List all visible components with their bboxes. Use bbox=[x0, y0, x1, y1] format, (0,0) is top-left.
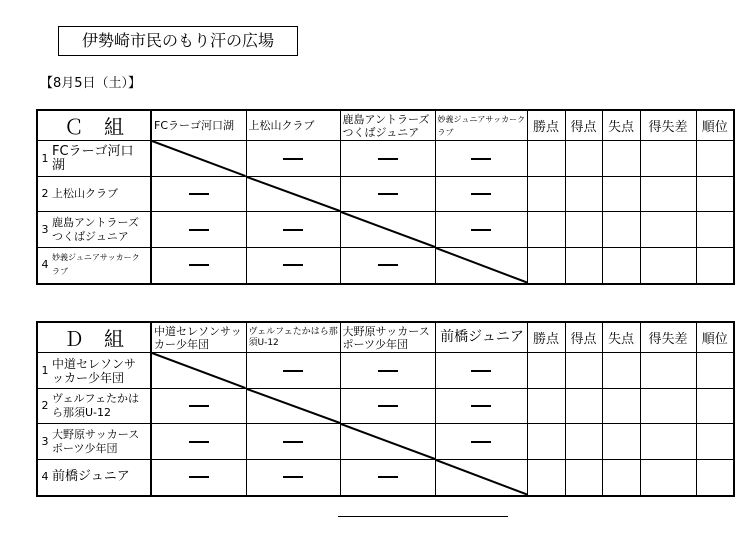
stat-cell bbox=[640, 389, 696, 424]
stat-cell bbox=[565, 248, 602, 284]
team-number: 1 bbox=[41, 151, 49, 165]
stat-cell bbox=[527, 177, 565, 212]
result-dash bbox=[471, 229, 491, 231]
result-cell bbox=[435, 212, 527, 248]
result-cell bbox=[246, 212, 340, 248]
col-head-goals-for: 得点 bbox=[565, 322, 602, 353]
result-cell bbox=[151, 424, 246, 460]
result-cell bbox=[435, 424, 527, 460]
result-cell bbox=[246, 353, 340, 389]
col-head-team-1: FCラーゴ河口湖 bbox=[151, 110, 246, 141]
self-match-cell bbox=[340, 212, 435, 248]
stat-cell bbox=[527, 212, 565, 248]
team-name: 前橋ジュニア bbox=[52, 469, 130, 485]
self-match-cell bbox=[151, 141, 246, 177]
result-dash bbox=[378, 370, 398, 372]
table-row bbox=[37, 177, 734, 212]
table-row bbox=[37, 460, 734, 496]
stat-cell bbox=[565, 460, 602, 496]
diagonal-line bbox=[436, 460, 527, 495]
self-match-cell bbox=[435, 460, 527, 496]
self-match-cell bbox=[340, 424, 435, 460]
stat-cell bbox=[602, 353, 640, 389]
row-team bbox=[37, 460, 151, 496]
stat-cell bbox=[640, 212, 696, 248]
result-cell bbox=[435, 353, 527, 389]
table-row bbox=[37, 353, 734, 389]
stat-cell bbox=[602, 389, 640, 424]
result-dash bbox=[283, 370, 303, 372]
stat-cell bbox=[602, 212, 640, 248]
result-cell bbox=[435, 141, 527, 177]
team-name: 大野原サッカースポーツ少年団 bbox=[52, 427, 140, 455]
stat-cell bbox=[602, 177, 640, 212]
match-date: 【8月5日（土）】 bbox=[40, 76, 142, 91]
stat-cell bbox=[527, 353, 565, 389]
result-dash bbox=[378, 264, 398, 266]
stat-cell bbox=[696, 389, 734, 424]
stat-cell bbox=[565, 177, 602, 212]
team-number: 3 bbox=[41, 434, 49, 448]
diagonal-line bbox=[436, 248, 527, 283]
stat-cell bbox=[565, 389, 602, 424]
col-head-goal-diff: 得失差 bbox=[640, 322, 696, 353]
table-row bbox=[37, 424, 734, 460]
team-name: 鹿島アントラーズつくばジュニア bbox=[52, 215, 140, 243]
row-team bbox=[37, 424, 151, 460]
result-dash bbox=[189, 193, 209, 195]
result-dash bbox=[378, 476, 398, 478]
team-name: 中道セレソンサッカー少年団 bbox=[52, 356, 137, 385]
col-head-team-4: 前橋ジュニア bbox=[435, 322, 527, 353]
result-dash bbox=[189, 441, 209, 443]
stat-cell bbox=[696, 177, 734, 212]
table-row bbox=[37, 389, 734, 424]
result-dash bbox=[471, 370, 491, 372]
stat-cell bbox=[565, 424, 602, 460]
result-dash bbox=[283, 264, 303, 266]
col-head-team-3: 大野原サッカースポーツ少年団 bbox=[340, 322, 435, 353]
team-number: 4 bbox=[41, 258, 49, 272]
result-dash bbox=[471, 441, 491, 443]
result-cell bbox=[246, 460, 340, 496]
group-d-label: Ｄ 組 bbox=[37, 322, 151, 353]
result-cell bbox=[340, 389, 435, 424]
result-dash bbox=[283, 441, 303, 443]
result-cell bbox=[151, 248, 246, 284]
team-number: 1 bbox=[41, 363, 49, 377]
result-dash bbox=[283, 229, 303, 231]
col-head-team-3: 鹿島アントラーズつくばジュニア bbox=[340, 110, 435, 141]
col-head-team-2: ヴェルフェたかはら那須U-12 bbox=[246, 322, 340, 353]
row-team bbox=[37, 389, 151, 424]
col-head-team-1: 中道セレソンサッカー少年団 bbox=[151, 322, 246, 353]
result-cell bbox=[340, 353, 435, 389]
group-c-label: Ｃ 組 bbox=[37, 110, 151, 141]
team-name: 妙義ジュニアサッカークラブ bbox=[52, 253, 140, 277]
result-cell bbox=[246, 248, 340, 284]
result-cell bbox=[435, 389, 527, 424]
result-dash bbox=[378, 158, 398, 160]
col-head-goals-against: 失点 bbox=[602, 110, 640, 141]
col-head-goal-diff: 得失差 bbox=[640, 110, 696, 141]
result-cell bbox=[340, 248, 435, 284]
page-title: 伊勢崎市民のもり汗の広場 bbox=[58, 26, 298, 56]
stat-cell bbox=[696, 212, 734, 248]
result-cell bbox=[151, 389, 246, 424]
stat-cell bbox=[527, 141, 565, 177]
result-dash bbox=[471, 405, 491, 407]
row-team bbox=[37, 212, 151, 248]
team-number: 3 bbox=[41, 222, 49, 236]
team-name: FCラーゴ河口湖 bbox=[52, 143, 134, 173]
result-cell bbox=[340, 141, 435, 177]
stat-cell bbox=[696, 424, 734, 460]
result-cell bbox=[151, 177, 246, 212]
col-head-rank: 順位 bbox=[696, 110, 734, 141]
stat-cell bbox=[602, 460, 640, 496]
diagonal-line bbox=[341, 424, 435, 459]
col-head-points: 勝点 bbox=[527, 110, 565, 141]
self-match-cell bbox=[435, 248, 527, 284]
team-name: 上松山クラブ bbox=[52, 187, 118, 200]
result-cell bbox=[435, 177, 527, 212]
result-dash bbox=[378, 405, 398, 407]
row-team bbox=[37, 248, 151, 284]
diagonal-line bbox=[341, 212, 435, 247]
signature-line bbox=[338, 516, 508, 517]
row-team bbox=[37, 353, 151, 389]
result-dash bbox=[189, 229, 209, 231]
team-name: ヴェルフェたかはら那須U-12 bbox=[52, 392, 140, 419]
result-cell bbox=[151, 212, 246, 248]
result-dash bbox=[189, 405, 209, 407]
team-number: 2 bbox=[41, 187, 49, 200]
group-d-table bbox=[36, 321, 735, 497]
stat-cell bbox=[696, 460, 734, 496]
stat-cell bbox=[640, 141, 696, 177]
col-head-goals-against: 失点 bbox=[602, 322, 640, 353]
stat-cell bbox=[602, 424, 640, 460]
table-row bbox=[37, 248, 734, 284]
stat-cell bbox=[640, 353, 696, 389]
table-row bbox=[37, 212, 734, 248]
self-match-cell bbox=[246, 389, 340, 424]
stat-cell bbox=[696, 141, 734, 177]
result-dash bbox=[471, 193, 491, 195]
self-match-cell bbox=[246, 177, 340, 212]
result-dash bbox=[471, 158, 491, 160]
stat-cell bbox=[602, 248, 640, 284]
diagonal-line bbox=[152, 141, 246, 176]
group-c-table bbox=[36, 109, 735, 285]
stat-cell bbox=[696, 248, 734, 284]
col-head-points: 勝点 bbox=[527, 322, 565, 353]
result-cell bbox=[340, 177, 435, 212]
result-dash bbox=[283, 476, 303, 478]
stat-cell bbox=[640, 248, 696, 284]
result-dash bbox=[189, 476, 209, 478]
diagonal-line bbox=[247, 389, 340, 423]
diagonal-line bbox=[247, 177, 340, 211]
result-cell bbox=[340, 460, 435, 496]
stat-cell bbox=[565, 141, 602, 177]
stat-cell bbox=[602, 141, 640, 177]
result-cell bbox=[246, 141, 340, 177]
stat-cell bbox=[527, 248, 565, 284]
diagonal-line bbox=[152, 353, 246, 388]
col-head-goals-for: 得点 bbox=[565, 110, 602, 141]
result-cell bbox=[246, 424, 340, 460]
result-dash bbox=[283, 158, 303, 160]
result-dash bbox=[189, 264, 209, 266]
row-team bbox=[37, 177, 151, 212]
stat-cell bbox=[527, 460, 565, 496]
self-match-cell bbox=[151, 353, 246, 389]
team-number: 4 bbox=[41, 470, 49, 484]
team-number: 2 bbox=[41, 399, 49, 412]
col-head-team-2: 上松山クラブ bbox=[246, 110, 340, 141]
stat-cell bbox=[527, 424, 565, 460]
stat-cell bbox=[565, 212, 602, 248]
col-head-rank: 順位 bbox=[696, 322, 734, 353]
stat-cell bbox=[565, 353, 602, 389]
stat-cell bbox=[640, 460, 696, 496]
stat-cell bbox=[640, 424, 696, 460]
row-team bbox=[37, 141, 151, 177]
stat-cell bbox=[640, 177, 696, 212]
stat-cell bbox=[696, 353, 734, 389]
result-cell bbox=[151, 460, 246, 496]
result-dash bbox=[378, 193, 398, 195]
stat-cell bbox=[527, 389, 565, 424]
col-head-team-4: 妙義ジュニアサッカークラブ bbox=[435, 110, 527, 141]
table-row bbox=[37, 141, 734, 177]
